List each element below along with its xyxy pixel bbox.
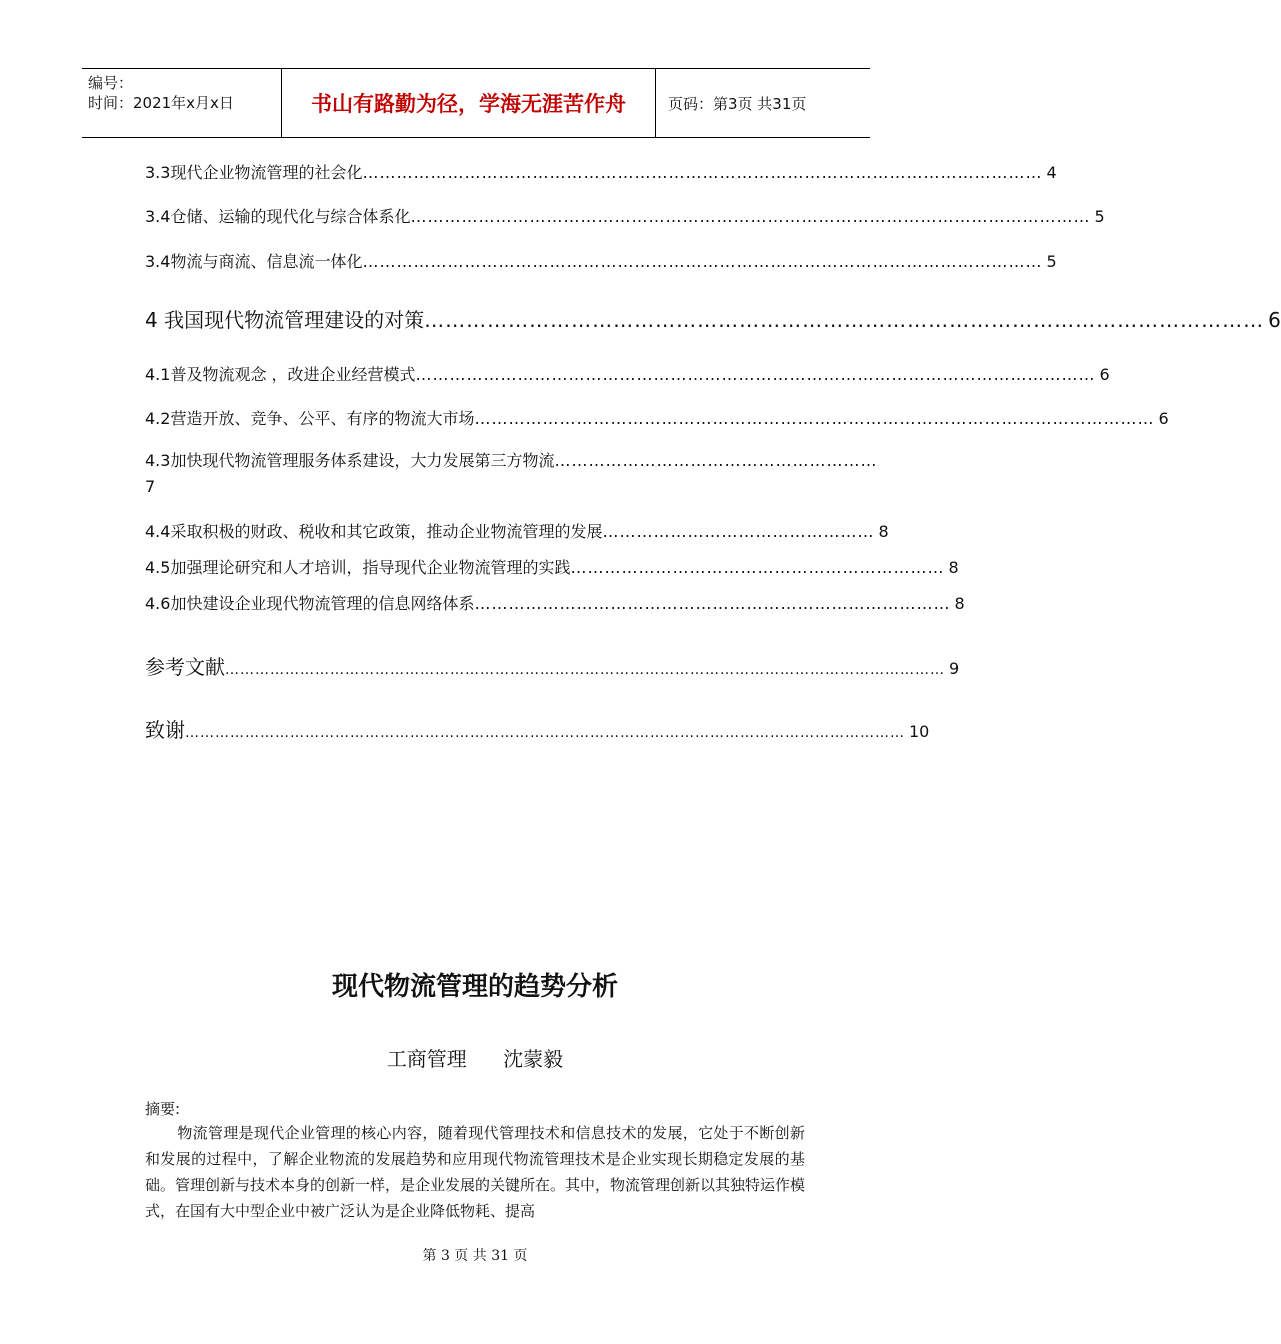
toc-entry-title: 4.4采取积极的财政、税收和其它政策，推动企业物流管理的发展 xyxy=(145,522,603,541)
toc-entry-page: 6 xyxy=(1099,365,1110,384)
toc-entry-title: 致谢 xyxy=(145,718,185,742)
article-title: 现代物流管理的趋势分析 xyxy=(331,972,618,1002)
toc-entry[interactable] xyxy=(145,591,965,614)
toc-chapter[interactable] xyxy=(145,304,1281,333)
abstract-body: 物流管理是现代企业管理的核心内容，随着现代管理技术和信息技术的发展，它处于不断创新和发展的过程中，了解企业物流的发展趋势和应用现代物流管理技术是企业实现长期稳定发展的基础。管理创新与技术本身的创新一样，是企业发展的关键所在。其中，物流管理创新以其独特运作模式，在国有大中型企业中被广泛认为是企业降低物耗、提高 xyxy=(145,1124,806,1220)
toc-entry-page: 8 xyxy=(878,522,889,541)
toc-entry-title: 3.4仓储、运输的现代化与综合体系化 xyxy=(145,207,411,226)
toc-leader: ………………………………………………………………………………………………………… xyxy=(362,252,1043,271)
toc-entry-title: 4.1普及物流观念 ，改进企业经营模式 xyxy=(145,365,416,384)
toc-entry-page: 7 xyxy=(145,477,156,496)
toc-entry-title: 4.2营造开放、竞争、公平、有序的物流大市场 xyxy=(145,409,475,428)
toc-entry[interactable] xyxy=(145,249,1057,272)
toc-entry-page: 9 xyxy=(949,659,960,678)
page-header xyxy=(82,68,870,138)
page-footer: 第 3 页 共 31 页 xyxy=(422,1248,528,1264)
header-page-info: 页码：第3页 共31页 xyxy=(668,94,807,113)
toc-entry-page: 10 xyxy=(909,722,930,741)
toc-leader: ………………………………………………………………………………………………………… xyxy=(474,409,1155,428)
toc-entry-page: 8 xyxy=(954,594,965,613)
toc-entry[interactable] xyxy=(145,160,1057,183)
toc-entry-title: 参考文献 xyxy=(145,655,225,679)
abstract-label: 摘要: xyxy=(145,1100,181,1118)
toc-entry-title: 4.6加快建设企业现代物流管理的信息网络体系 xyxy=(145,594,475,613)
toc-leader: ………………………………………… xyxy=(602,522,875,541)
toc-entry[interactable] xyxy=(145,204,1105,227)
toc-entry[interactable] xyxy=(145,555,959,578)
number-label: 编号： xyxy=(88,74,134,92)
toc-entry-title: 3.3现代企业物流管理的社会化 xyxy=(145,163,363,182)
toc-leader: ………………………………………………………………………… xyxy=(474,594,951,613)
toc-entry-page: 6 xyxy=(1268,308,1281,332)
toc-entry-title: 4 我国现代物流管理建设的对策 xyxy=(145,308,425,332)
toc-entry[interactable] xyxy=(145,362,1110,385)
header-motto: 书山有路勤为径，学海无涯苦作舟 xyxy=(282,69,656,137)
time-label: 时间：2021年x月x日 xyxy=(88,94,234,112)
toc-leader: ………………………………………………………………………………………………………… xyxy=(415,365,1096,384)
toc-entry-page: 5 xyxy=(1094,207,1105,226)
toc-entry[interactable] xyxy=(145,519,889,542)
toc-entry-page: 6 xyxy=(1158,409,1169,428)
toc-leader: ………………………………………………………………………………………………………… xyxy=(410,207,1091,226)
article-author: 工商管理 沈蒙毅 xyxy=(386,1047,564,1071)
abstract-text xyxy=(145,1120,805,1224)
toc-entry-page: 5 xyxy=(1046,252,1057,271)
toc-entry-page: 4 xyxy=(1046,163,1057,182)
toc-leader: ………………………………………………………… xyxy=(570,558,945,577)
toc-entry-title: 4.5加强理论研究和人才培训，指导现代企业物流管理的实践 xyxy=(145,558,571,577)
toc-chapter[interactable] xyxy=(145,651,960,680)
toc-entry-title: 4.3加快现代物流管理服务体系建设，大力发展第三方物流 xyxy=(145,451,555,470)
header-meta xyxy=(82,69,282,137)
toc-leader: ……………………………………………………………………………………………………………………………… xyxy=(185,725,905,741)
toc-leader: ………………………………………………………………………………………………………… xyxy=(424,308,1265,332)
toc-chapter[interactable] xyxy=(145,714,930,743)
toc-leader: ……………………………………………………………………………………………………………………………… xyxy=(225,662,945,678)
toc-entry-title: 3.4物流与商流、信息流一体化 xyxy=(145,252,363,271)
toc-entry-wrapped[interactable] xyxy=(145,448,878,500)
toc-leader: ………………………………………………… xyxy=(554,451,878,470)
toc-entry[interactable] xyxy=(145,406,1169,429)
toc-leader: ………………………………………………………………………………………………………… xyxy=(362,163,1043,182)
toc-entry-page: 8 xyxy=(948,558,959,577)
